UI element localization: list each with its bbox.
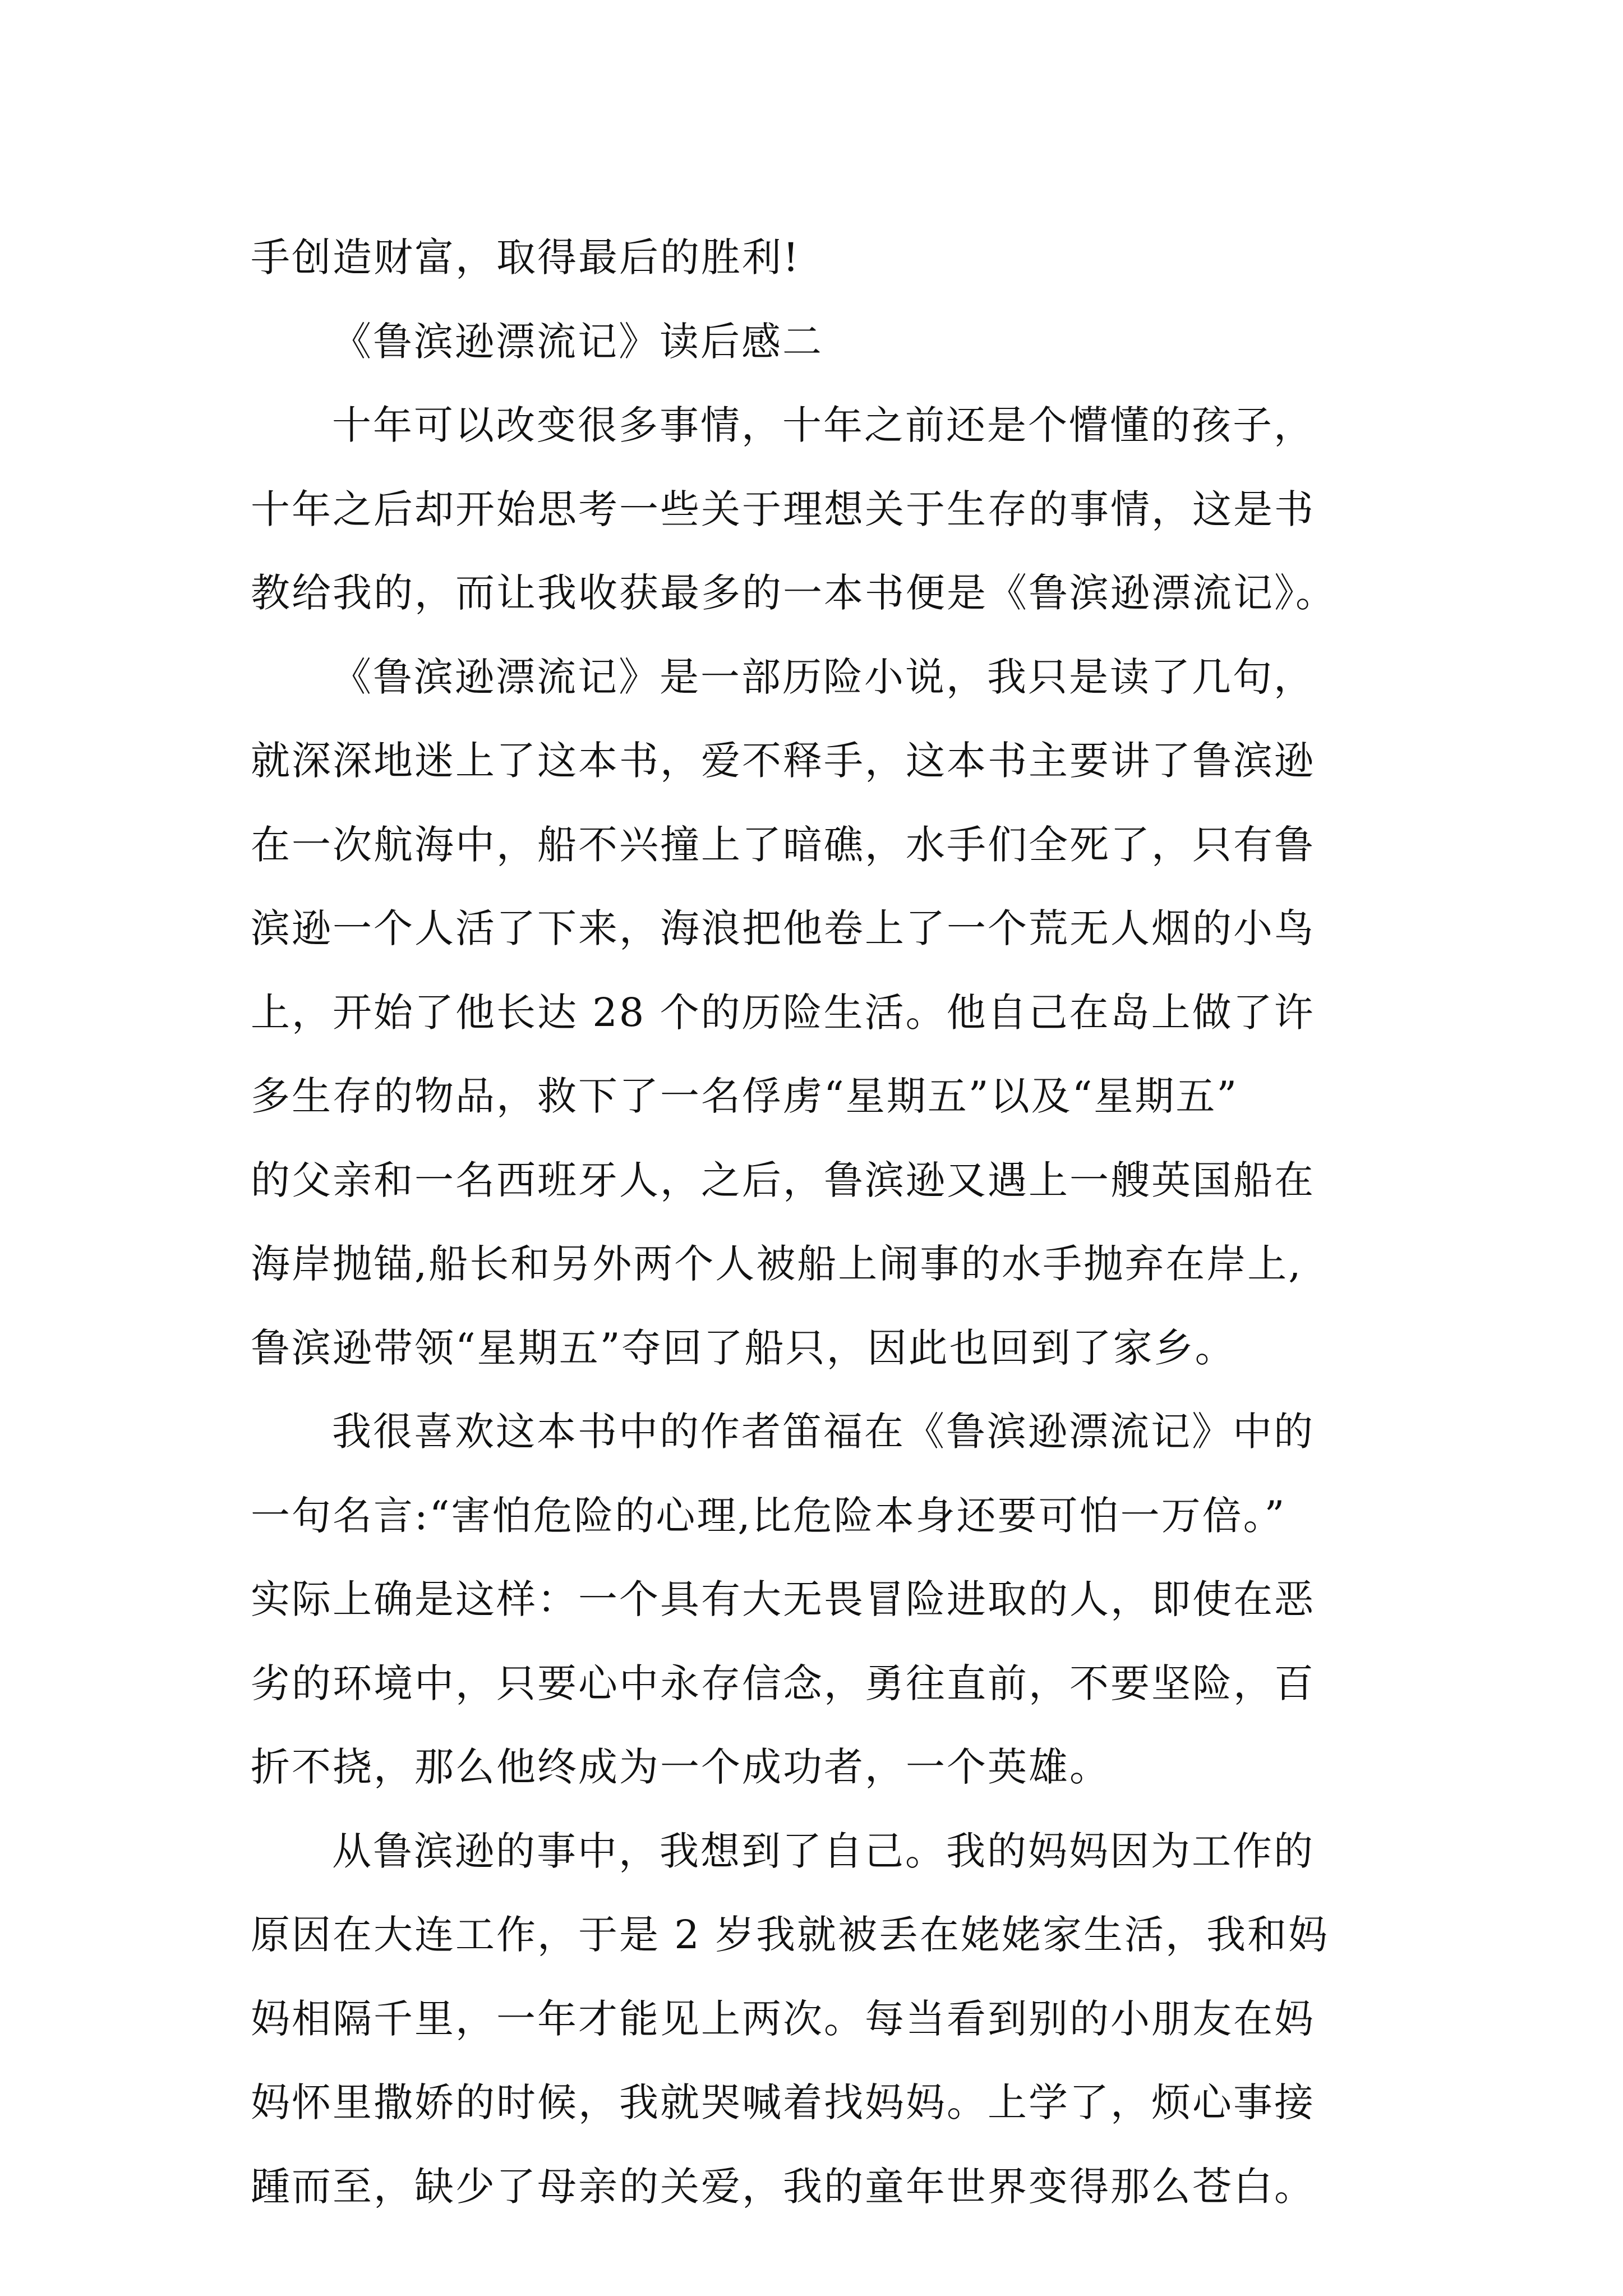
- text-line: 《鲁滨逊漂流记》是一部历险小说，我只是读了几句，: [332, 654, 1315, 700]
- text-line: 折不挠，那么他终成为一个成功者，一个英雄。: [251, 1744, 1110, 1790]
- text-line: 就深深地迷上了这本书，爱不释手，这本书主要讲了鲁滨逊: [251, 738, 1315, 784]
- text-line: 十年之后却开始思考一些关于理想关于生存的事情，这是书: [251, 486, 1315, 532]
- text-line: 原因在大连工作，于是 2 岁我就被丢在姥姥家生活，我和妈: [251, 1912, 1330, 1958]
- document-body: [251, 216, 1395, 2229]
- text-line: 一句名言:“害怕危险的心理,比危险本身还要可怕一万倍。”: [251, 1492, 1287, 1539]
- text-line: 教给我的，而让我收获最多的一本书便是《鲁滨逊漂流记》。: [251, 570, 1336, 616]
- text-line: 从鲁滨逊的事中，我想到了自己。我的妈妈因为工作的: [332, 1828, 1315, 1874]
- text-line: 鲁滨逊带领“星期五”夺回了船只，因此也回到了家乡。: [251, 1324, 1236, 1371]
- text-line: 滨逊一个人活了下来，海浪把他卷上了一个荒无人烟的小鸟: [251, 905, 1315, 951]
- text-line: 海岸抛锚,船长和另外两个人被船上闹事的水手抛弃在岸上,: [251, 1241, 1303, 1287]
- text-line: 妈相隔千里，一年才能见上两次。每当看到别的小朋友在妈: [251, 1995, 1315, 2042]
- text-line: 手创造财富，取得最后的胜利!: [251, 234, 801, 280]
- text-line: 上，开始了他长达 28 个的历险生活。他自己在岛上做了许: [251, 989, 1315, 1036]
- text-line: 实际上确是这样：一个具有大无畏冒险进取的人，即使在恶: [251, 1576, 1315, 1622]
- text-line: 踵而至，缺少了母亲的关爱，我的童年世界变得那么苍白。: [251, 2163, 1315, 2210]
- text-line: 《鲁滨逊漂流记》读后感二: [332, 318, 823, 365]
- text-line: 的父亲和一名西班牙人，之后，鲁滨逊又遇上一艘英国船在: [251, 1157, 1315, 1203]
- text-line: 在一次航海中，船不兴撞上了暗礁，水手们全死了，只有鲁: [251, 821, 1315, 868]
- text-line: 我很喜欢这本书中的作者笛福在《鲁滨逊漂流记》中的: [332, 1409, 1315, 1455]
- text-line: 十年可以改变很多事情，十年之前还是个懵懂的孩子，: [332, 402, 1315, 448]
- text-line: 多生存的物品，救下了一名俘虏“星期五”以及“星期五”: [251, 1073, 1239, 1119]
- text-line: 妈怀里撒娇的时候，我就哭喊着找妈妈。上学了，烦心事接: [251, 2079, 1315, 2125]
- text-line: 劣的环境中，只要心中永存信念，勇往直前，不要坚险，百: [251, 1660, 1315, 1706]
